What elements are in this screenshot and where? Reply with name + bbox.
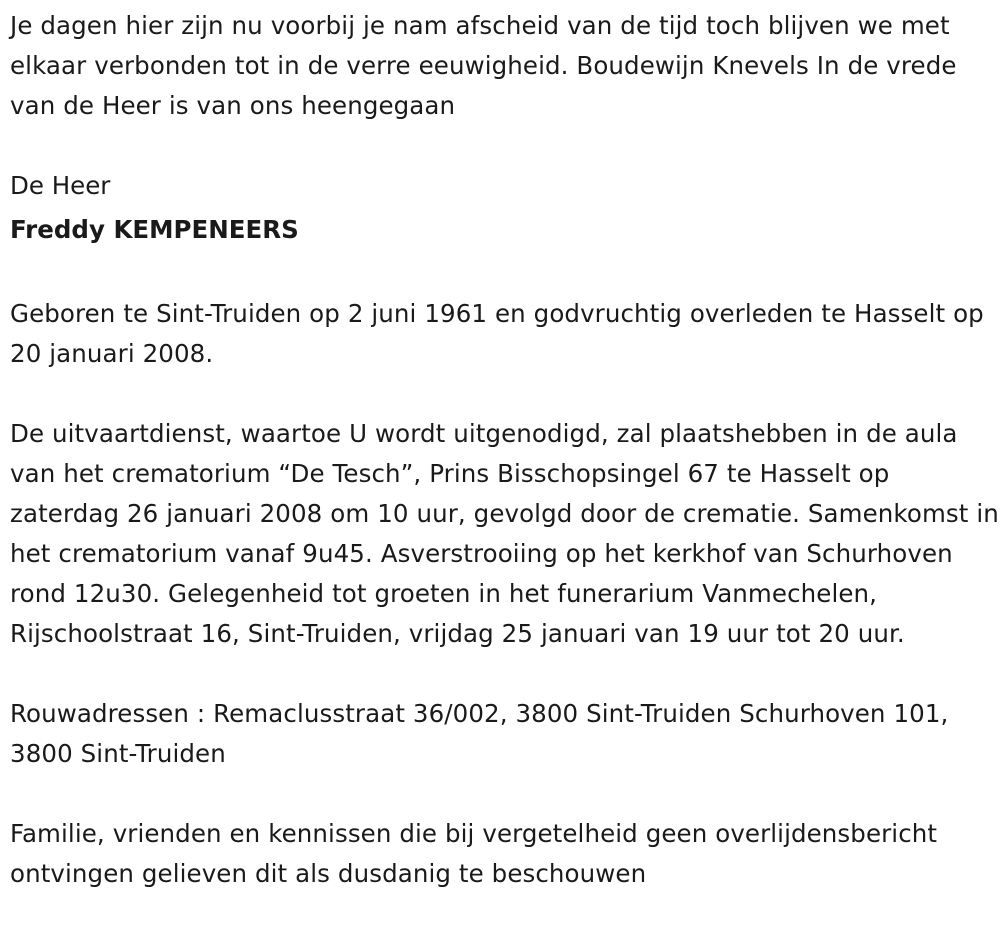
- honorific: De Heer: [10, 171, 111, 200]
- closing-paragraph: Familie, vrienden en kennissen die bij vergetelheid geen overlijdensbericht ontvingen gelieven dit als dusdanig te beschouwen: [10, 819, 938, 888]
- spacer: [10, 126, 1000, 166]
- service-paragraph: De uitvaartdienst, waartoe U wordt uitgenodigd, zal plaatshebben in de aula van het crematorium “De Tesch”, Prins Bisschopsingel 67 te Hasselt op zaterdag 26 januari 2008 om 10 uur, gevolgd door de crematie. Samenkomst in het crematorium vanaf 9u45. Asverstrooiing op het kerkhof van Schurhoven rond 12u30. Gelegenheid tot groeten in het funerarium Vanmechelen, Rijschoolstraat 16, Sint-Truiden, vrijdag 25 januari van 19 uur tot 20 uur.: [10, 419, 999, 648]
- birth-death-paragraph: Geboren te Sint-Truiden op 2 juni 1961 en godvruchtig overleden te Hasselt op 20 januari 2008.: [10, 299, 984, 368]
- spacer: [10, 654, 1000, 694]
- addresses-paragraph: Rouwadressen : Remaclusstraat 36/002, 3800 Sint-Truiden Schurhoven 101, 3800 Sint-Truiden: [10, 699, 949, 768]
- spacer: [10, 774, 1000, 814]
- deceased-name: Freddy KEMPENEERS: [10, 215, 299, 244]
- spacer: [10, 254, 1000, 294]
- intro-paragraph: Je dagen hier zijn nu voorbij je nam afscheid van de tijd toch blijven we met elkaar verbonden tot in de verre eeuwigheid. Boudewijn Knevels In de vrede van de Heer is van ons heengegaan: [10, 11, 957, 120]
- spacer: [10, 374, 1000, 414]
